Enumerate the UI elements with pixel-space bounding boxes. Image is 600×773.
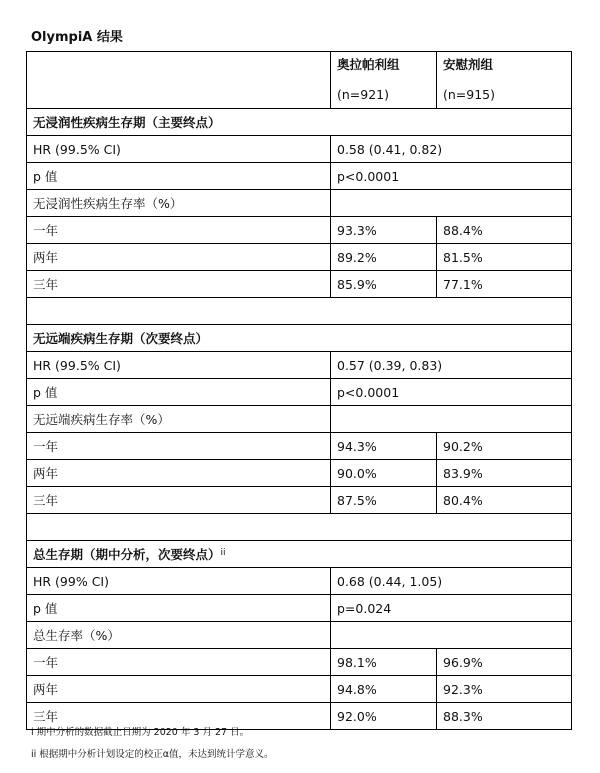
section3-heading-text: 总生存期（期中分析，次要终点） (33, 547, 221, 562)
placebo-value: 80.4% (437, 487, 572, 514)
table-row (27, 406, 572, 433)
placebo-value: 90.2% (437, 433, 572, 460)
spacer-row (27, 514, 572, 541)
section1-hr-label: HR (99.5% CI) (27, 136, 331, 163)
header-olaparib-n: (n=921) (337, 87, 390, 102)
header-olaparib (331, 52, 437, 109)
olaparib-value: 85.9% (331, 271, 437, 298)
page-title: OlympiA 结果 (31, 30, 123, 45)
table-row (27, 568, 572, 595)
placebo-value: 88.4% (437, 217, 572, 244)
olaparib-value: 94.3% (331, 433, 437, 460)
spacer-cell (27, 514, 572, 541)
row-label: 三年 (27, 271, 331, 298)
row-label: 两年 (27, 244, 331, 271)
footnote-2: ii 根据期中分析计划设定的校正α值，未达到统计学意义。 (31, 749, 274, 760)
table-row (27, 217, 572, 244)
section-heading-row (27, 109, 572, 136)
table-row (27, 190, 572, 217)
placebo-value: 96.9% (437, 649, 572, 676)
section1-p-value: p<0.0001 (331, 163, 572, 190)
olaparib-value: 98.1% (331, 649, 437, 676)
footnotes (31, 722, 274, 766)
table-row (27, 352, 572, 379)
placebo-value: 81.5% (437, 244, 572, 271)
section1-p-label: p 值 (27, 163, 331, 190)
placebo-value: 88.3% (437, 703, 572, 730)
section3-p-value: p=0.024 (331, 595, 572, 622)
footnote-1: i 期中分析的数据截止日期为 2020 年 3 月 27 日。 (31, 727, 250, 738)
header-placebo-name: 安慰剂组 (443, 57, 494, 72)
table-row (27, 649, 572, 676)
olaparib-value: 94.8% (331, 676, 437, 703)
row-label: 一年 (27, 649, 331, 676)
section1-heading: 无浸润性疾病生存期（主要终点） (27, 109, 572, 136)
table-row (27, 487, 572, 514)
row-label: 三年 (27, 487, 331, 514)
row-label: 一年 (27, 433, 331, 460)
table-row (27, 244, 572, 271)
olaparib-value: 89.2% (331, 244, 437, 271)
placebo-value: 77.1% (437, 271, 572, 298)
row-label: 两年 (27, 460, 331, 487)
section-heading-row (27, 541, 572, 568)
header-placebo-n: (n=915) (443, 87, 496, 102)
table-row (27, 622, 572, 649)
section2-p-value: p<0.0001 (331, 379, 572, 406)
section2-p-label: p 值 (27, 379, 331, 406)
placebo-value: 92.3% (437, 676, 572, 703)
table-row (27, 163, 572, 190)
section3-hr-label: HR (99% CI) (27, 568, 331, 595)
section-heading-row (27, 325, 572, 352)
spacer-cell (27, 298, 572, 325)
section2-hr-label: HR (99.5% CI) (27, 352, 331, 379)
table-row (27, 136, 572, 163)
section3-p-label: p 值 (27, 595, 331, 622)
row-label: 三年 (27, 703, 331, 730)
header-placebo (437, 52, 572, 109)
empty-cell (331, 406, 572, 433)
table-row (27, 379, 572, 406)
section3-rate-label: 总生存率（%） (27, 622, 331, 649)
table-row (27, 460, 572, 487)
empty-cell (331, 622, 572, 649)
row-label: 两年 (27, 676, 331, 703)
olaparib-value: 90.0% (331, 460, 437, 487)
olaparib-value: 92.0% (331, 703, 437, 730)
table-row (27, 271, 572, 298)
table-row (27, 676, 572, 703)
table-header-row (27, 52, 572, 109)
placebo-value: 83.9% (437, 460, 572, 487)
header-empty-cell (27, 52, 331, 109)
spacer-row (27, 298, 572, 325)
footnote-marker: ii (220, 548, 226, 558)
olaparib-value: 87.5% (331, 487, 437, 514)
results-table (26, 51, 572, 730)
olaparib-value: 93.3% (331, 217, 437, 244)
section3-heading (27, 541, 572, 568)
section3-hr-value: 0.68 (0.44, 1.05) (331, 568, 572, 595)
empty-cell (331, 190, 572, 217)
header-olaparib-name: 奥拉帕利组 (337, 57, 400, 72)
section2-rate-label: 无远端疾病生存率（%） (27, 406, 331, 433)
section2-heading: 无远端疾病生存期（次要终点） (27, 325, 572, 352)
table-row (27, 595, 572, 622)
section2-hr-value: 0.57 (0.39, 0.83) (331, 352, 572, 379)
row-label: 一年 (27, 217, 331, 244)
table-row (27, 433, 572, 460)
section1-rate-label: 无浸润性疾病生存率（%） (27, 190, 331, 217)
section1-hr-value: 0.58 (0.41, 0.82) (331, 136, 572, 163)
